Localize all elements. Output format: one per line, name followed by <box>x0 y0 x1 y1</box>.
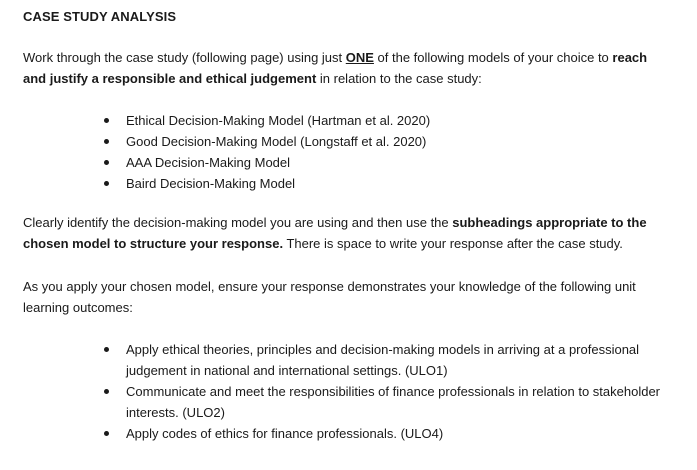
list-item <box>126 423 676 444</box>
model-label: Ethical Decision-Making Model (Hartman et al. 2020) <box>126 113 431 128</box>
bullet-icon <box>104 431 109 436</box>
model-label: AAA Decision-Making Model <box>126 155 291 170</box>
instruction-text-1: Clearly identify the decision-making model you are using and then use the <box>23 215 453 230</box>
outcome-label: Apply ethical theories, principles and decision-making models in arriving at a professional judgement in national and international settings. (ULO1) <box>126 342 640 378</box>
page-title: CASE STUDY ANALYSIS <box>23 9 177 24</box>
outcome-label: Communicate and meet the responsibilities of finance professionals in relation to stakeholder interests. (ULO2) <box>126 384 661 420</box>
bullet-icon <box>104 389 109 394</box>
outcomes-intro-paragraph: As you apply your chosen model, ensure your response demonstrates your knowledge of the following unit learning outcomes: <box>23 279 636 315</box>
outcome-label: Apply codes of ethics for finance professionals. (ULO4) <box>126 426 444 441</box>
list-item <box>126 173 676 194</box>
bullet-icon <box>104 181 109 186</box>
list-item <box>126 131 676 152</box>
list-item <box>126 110 676 131</box>
intro-text-2: of the following models of your choice to <box>373 50 613 65</box>
list-item <box>126 381 676 423</box>
bullet-icon <box>104 118 109 123</box>
bullet-icon <box>104 139 109 144</box>
intro-text-1: Work through the case study (following page) using just <box>23 50 346 65</box>
model-label: Baird Decision-Making Model <box>126 176 296 191</box>
bullet-icon <box>104 347 109 352</box>
bullet-icon <box>104 160 109 165</box>
instruction-bold-phrase: subheadings appropriate to the chosen model to structure your response. <box>23 215 647 251</box>
instruction-paragraph <box>23 212 673 254</box>
intro-emphasis-one: ONE <box>345 50 374 65</box>
list-item <box>126 152 676 173</box>
instruction-text-2: There is space to write your response after the case study. <box>283 236 623 251</box>
intro-text-3: in relation to the case study: <box>316 71 482 86</box>
models-list <box>126 110 676 194</box>
outcomes-list <box>126 339 676 444</box>
model-label: Good Decision-Making Model (Longstaff et al. 2020) <box>126 134 427 149</box>
intro-bold-phrase: reach and justify a responsible and ethical judgement <box>23 50 648 86</box>
intro-paragraph <box>23 47 673 89</box>
list-item <box>126 339 676 381</box>
